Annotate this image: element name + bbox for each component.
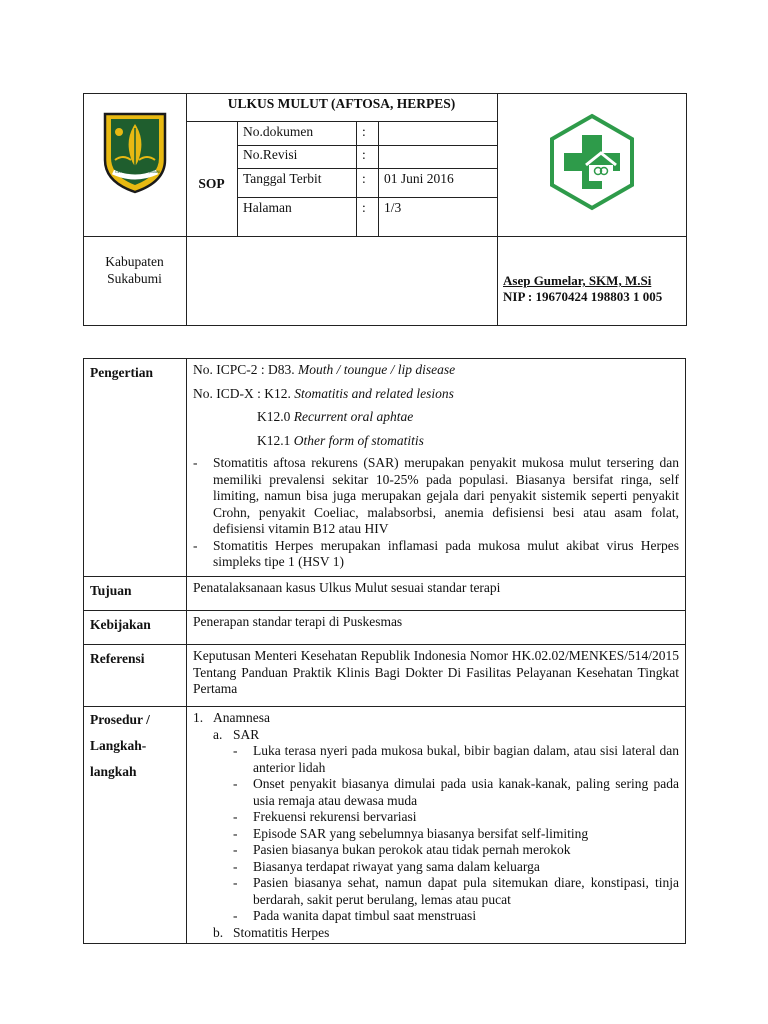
list-item — [193, 455, 679, 538]
text: SAR — [233, 726, 260, 742]
divider — [83, 236, 686, 237]
dash: - — [193, 537, 198, 553]
label-line: Langkah- — [90, 738, 147, 753]
icd-line — [193, 386, 679, 403]
meta-label-tanggal: Tanggal Terbit — [243, 171, 322, 186]
row-kebijakan — [84, 611, 686, 645]
region-line: Sukabumi — [107, 271, 162, 286]
sop-label: SOP — [198, 176, 225, 191]
row-label: Pengertian — [84, 359, 187, 577]
divider — [378, 121, 379, 236]
puskesmas-logo — [543, 113, 641, 211]
k121-line — [257, 433, 679, 450]
text: Stomatitis Herpes — [233, 924, 330, 940]
list-item — [233, 842, 679, 859]
text: Pada wanita dapat timbul saat menstruasi — [253, 908, 477, 923]
dash: - — [233, 776, 238, 791]
text: Other form of stomatitis — [293, 432, 424, 448]
list-item — [233, 859, 679, 876]
signer-name: Asep Gumelar, SKM, M.Si — [503, 273, 652, 288]
sub-item — [213, 925, 679, 942]
meta-label-revisi: No.Revisi — [243, 147, 298, 162]
regency-shield-logo — [101, 110, 169, 195]
document-title: ULKUS MULUT (AFTOSA, HERPES) — [227, 96, 456, 111]
text: Stomatitis aftosa rekurens (SAR) merupakan penyakit mukosa mulut tersering dan memiliki prevalensi sekitar 10-25% pada populasi. Biasanya bersifat ringa, self limiting, namun bisa juga merupakan gejala dari penyakit sistemik seperti penyakit Crohn, penyakit Coeliac, malabsorbsi, anemia defisiensi besi atau asam folat, defisiensi vitamin B12 atau HIV — [213, 455, 679, 536]
dash: - — [233, 809, 238, 824]
sar-list — [233, 743, 679, 925]
text: Recurrent oral aphtae — [293, 409, 414, 424]
meta-label-halaman: Halaman — [243, 200, 292, 215]
row-body: Keputusan Menteri Kesehatan Republik Indonesia Nomor HK.02.02/MENKES/514/2015 Tentang Panduan Praktik Klinis Bagi Dokter Di Fasilitas Pelayanan Kesehatan Tingkat Pertama — [187, 645, 686, 707]
meta-value-halaman: 1/3 — [384, 200, 402, 215]
row-body: Penerapan standar terapi di Puskesmas — [187, 611, 686, 645]
text: Luka terasa nyeri pada mukosa bukal, bibir bagian dalam, atau sisi lateral dan anterior lidah — [253, 743, 679, 775]
label-line: langkah — [90, 764, 137, 779]
text: Mouth / toungue / lip disease — [298, 362, 456, 377]
dash: - — [233, 842, 238, 857]
label-line: Prosedur / — [90, 712, 150, 727]
marker: b. — [213, 924, 224, 940]
row-label: Tujuan — [84, 577, 187, 611]
text: K12.0 — [257, 409, 294, 424]
row-pengertian — [84, 359, 686, 577]
text: Biasanya terdapat riwayat yang sama dalam keluarga — [253, 858, 540, 874]
row-prosedur — [84, 707, 686, 944]
meta-sep: : — [362, 200, 366, 215]
text: No. ICPC-2 : D83. — [193, 362, 299, 377]
row-body — [187, 359, 686, 577]
divider — [497, 93, 498, 325]
text: Onset penyakit biasanya dimulai pada usia kanak-kanak, paling sering pada usia remaja atau dewasa muda — [253, 776, 679, 808]
dash: - — [233, 858, 238, 874]
row-tujuan — [84, 577, 686, 611]
divider — [186, 121, 497, 122]
k120-line — [257, 409, 679, 426]
row-body — [187, 707, 686, 944]
row-body: Penatalaksanaan kasus Ulkus Mulut sesuai standar terapi — [187, 577, 686, 611]
dash: - — [233, 875, 238, 890]
divider — [237, 168, 497, 169]
divider — [237, 121, 238, 236]
list-item — [233, 809, 679, 826]
divider — [186, 93, 187, 325]
sop-content-table — [83, 358, 686, 944]
list-item — [233, 743, 679, 776]
divider — [237, 197, 497, 198]
region-line: Kabupaten — [105, 254, 164, 269]
meta-sep: : — [362, 171, 366, 186]
text: Episode SAR yang sebelumnya biasanya bersifat self-limiting — [253, 825, 589, 841]
row-referensi — [84, 645, 686, 707]
text: Anamnesa — [213, 710, 270, 725]
marker: 1. — [193, 710, 204, 725]
list-item — [233, 826, 679, 843]
meta-label-dokumen: No.dokumen — [243, 124, 314, 139]
sub-item — [213, 727, 679, 744]
marker: a. — [213, 726, 223, 742]
shield-motto: GEMAH RIPAH LOH JINAWI — [115, 170, 161, 174]
text: Stomatitis Herpes merupakan inflamasi pada mukosa mulut akibat virus Herpes simpleks tipe 1 (HSV 1) — [213, 537, 679, 569]
text: K12.1 — [257, 432, 294, 448]
meta-value-tanggal: 01 Juni 2016 — [384, 171, 454, 186]
icpc-line — [193, 362, 679, 379]
dash: - — [233, 743, 238, 758]
meta-sep: : — [362, 147, 366, 162]
step-item — [193, 710, 679, 727]
divider — [237, 145, 497, 146]
list-item — [233, 908, 679, 925]
list-item — [233, 875, 679, 908]
list-item — [233, 776, 679, 809]
signer-nip: NIP : 19670424 198803 1 005 — [503, 289, 663, 304]
list-item — [193, 538, 679, 571]
region-name — [83, 253, 186, 287]
divider — [356, 121, 357, 236]
text: Stomatitis and related lesions — [294, 385, 454, 401]
text: No. ICD-X : K12. — [193, 385, 295, 401]
row-label: Referensi — [84, 645, 187, 707]
row-label — [84, 707, 187, 944]
text: Frekuensi rekurensi bervariasi — [253, 809, 417, 824]
dash: - — [193, 455, 198, 470]
row-label: Kebijakan — [84, 611, 187, 645]
dash: - — [233, 908, 238, 923]
signer-block — [503, 273, 662, 305]
text: Pasien biasanya bukan perokok atau tidak pernah merokok — [253, 842, 571, 857]
text: Pasien biasanya sehat, namun dapat pula sitemukan diare, konstipasi, tinja berdarah, sakit perut berulang, lemas atau pucat — [253, 875, 679, 907]
meta-sep: : — [362, 124, 366, 139]
dash: - — [233, 825, 238, 841]
